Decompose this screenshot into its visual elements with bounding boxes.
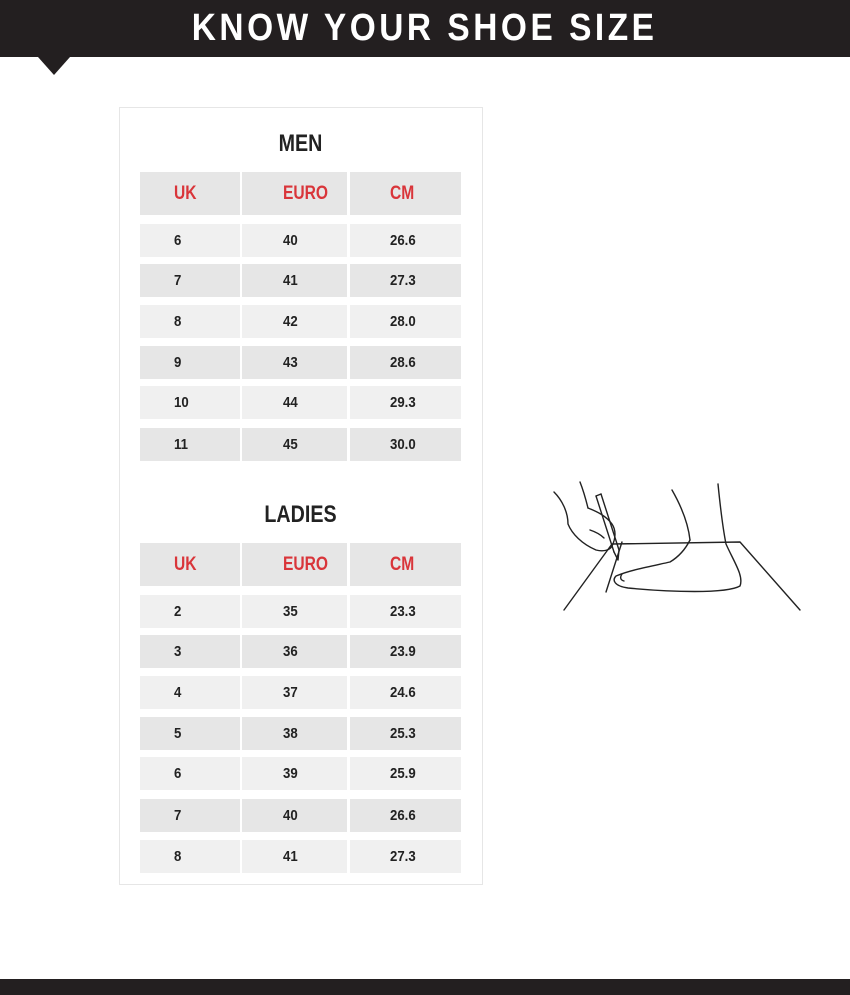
foot-measuring-icon (550, 478, 805, 623)
table-row: 3 36 23.9 (140, 635, 461, 668)
table-row: 7 40 26.6 (140, 799, 461, 832)
header-notch (38, 57, 70, 75)
table-row: 8 41 27.3 (140, 840, 461, 873)
ladies-section-title: LADIES (264, 501, 337, 528)
column-header-uk: UK (140, 543, 240, 586)
table-row: 5 38 25.3 (140, 717, 461, 750)
footer-bar (0, 979, 850, 995)
column-header-cm: CM (350, 172, 461, 215)
table-row: 10 44 29.3 (140, 386, 461, 419)
table-row: 11 45 30.0 (140, 428, 461, 461)
table-row: 6 39 25.9 (140, 757, 461, 790)
table-row: 9 43 28.6 (140, 346, 461, 379)
men-table-header (140, 172, 461, 215)
page-header (0, 0, 850, 57)
column-header-euro: EURO (242, 172, 347, 215)
table-row: 7 41 27.3 (140, 264, 461, 297)
column-header-euro: EURO (242, 543, 347, 586)
page-title: KNOW YOUR SHOE SIZE (192, 7, 658, 49)
column-header-uk: UK (140, 172, 240, 215)
table-row: 6 40 26.6 (140, 224, 461, 257)
ladies-table-header (140, 543, 461, 586)
table-row: 4 37 24.6 (140, 676, 461, 709)
column-header-cm: CM (350, 543, 461, 586)
table-row: 2 35 23.3 (140, 595, 461, 628)
men-section-title: MEN (278, 130, 323, 157)
table-row: 8 42 28.0 (140, 305, 461, 338)
